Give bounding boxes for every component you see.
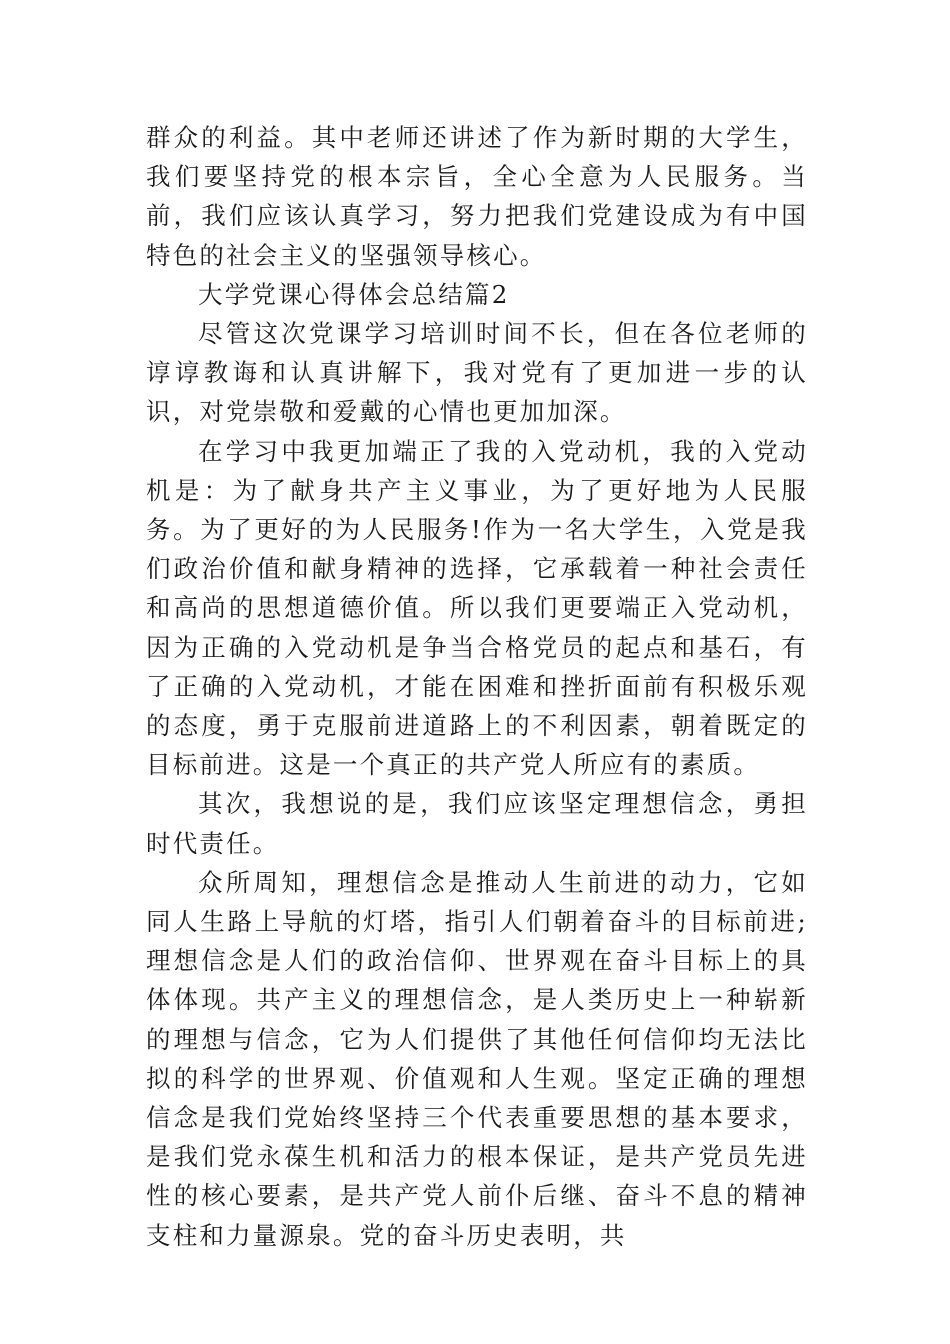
paragraph: 众所周知，理想信念是推动人生前进的动力，它如同人生路上导航的灯塔，指引人们朝着奋斗的目标前进;理想信念是人们的政治信仰、世界观在奋斗目标上的具体体现。共产主义的理想信念，是人类历史上一种崭新的理想与信念，它为人们提供了其他任何信仰均无法比拟的科学的世界观、价值观和人生观。坚定正确的理想信念是我们党始终坚持三个代表重要思想的基本要求，是我们党永葆生机和活力的根本保证，是共产党员先进性的核心要素，是共产党人前仆后继、奋斗不息的精神支柱和力量源泉。党的奋斗历史表明，共: [146, 867, 808, 1250]
paragraph: 其次，我想说的是，我们应该坚定理想信念，勇担时代责任。: [146, 789, 808, 858]
paragraph: 在学习中我更加端正了我的入党动机，我的入党动机是：为了献身共产主义事业，为了更好地为人民服务。为了更好的为人民服务!作为一名大学生，入党是我们政治价值和献身精神的选择，它承载着一种社会责任和高尚的思想道德价值。所以我们更要端正入党动机，因为正确的入党动机是争当合格党员的起点和基石，有了正确的入党动机，才能在困难和挫折面前有积极乐观的态度，勇于克服前进道路上的不利因素，朝着既定的目标前进。这是一个真正的共产党人所应有的素质。: [146, 436, 808, 780]
paragraph: 尽管这次党课学习培训时间不长，但在各位老师的谆谆教诲和认真讲解下，我对党有了更加进一步的认识，对党崇敬和爱戴的心情也更加加深。: [146, 319, 808, 427]
paragraph-continuation: 群众的利益。其中老师还讲述了作为新时期的大学生，我们要坚持党的根本宗旨，全心全意为人民服务。当前，我们应该认真学习，努力把我们党建设成为有中国特色的社会主义的坚强领导核心。: [146, 123, 808, 270]
section-heading: 大学党课心得体会总结篇2: [198, 279, 510, 309]
document-body: [146, 118, 808, 1255]
